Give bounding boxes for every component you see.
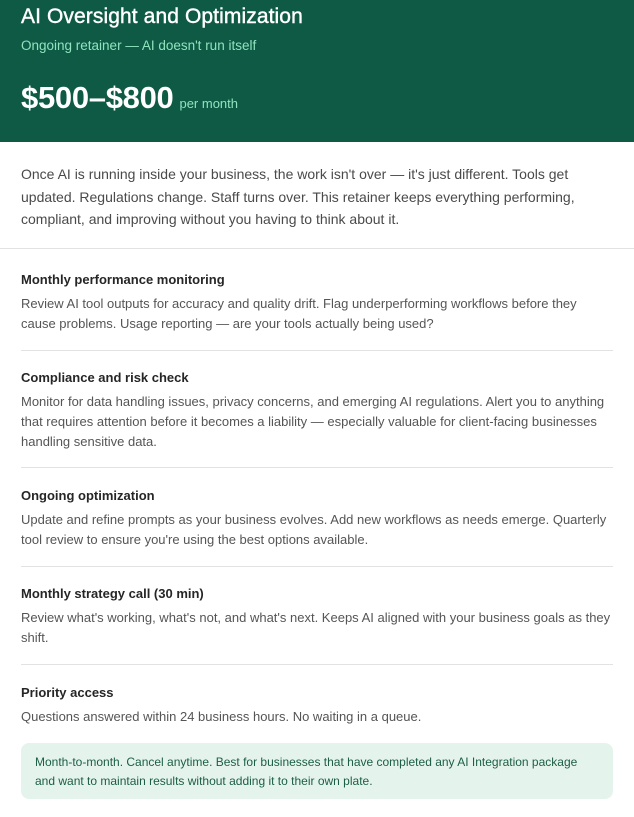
- feature-item: [21, 567, 613, 665]
- card-title: AI Oversight and Optimization: [21, 5, 303, 28]
- feature-title: Priority access: [21, 685, 114, 700]
- feature-item: [21, 665, 613, 727]
- feature-description: Review what's working, what's not, and what's next. Keeps AI aligned with your business goals as they shift.: [21, 610, 611, 645]
- feature-title: Monthly performance monitoring: [21, 272, 225, 287]
- feature-item: [21, 270, 613, 351]
- feature-title: Monthly strategy call (30 min): [21, 586, 204, 601]
- feature-description: Review AI tool outputs for accuracy and quality drift. Flag underperforming workflows before they cause problems. Usage reporting — are your tools actually being used?: [21, 296, 577, 331]
- intro-paragraph: Once AI is running inside your business, the work isn't over — it's just different. Tools get updated. Regulations change. Staff turns over. This retainer keeps everything performing, compliant, and improving without you having to think about it.: [21, 166, 575, 227]
- feature-item: [21, 468, 613, 567]
- price-amount: $500–$800: [21, 80, 174, 115]
- card-subtitle: Ongoing retainer — AI doesn't run itself: [21, 38, 257, 53]
- feature-item: [21, 351, 613, 468]
- card-header: [0, 0, 634, 142]
- terms-note: Month-to-month. Cancel anytime. Best for businesses that have completed any AI Integration package and want to maintain results without adding it to their own plate.: [21, 743, 613, 799]
- price-period: per month: [179, 96, 239, 111]
- price-row: [21, 80, 238, 116]
- feature-list: [21, 270, 613, 727]
- feature-title: Ongoing optimization: [21, 488, 155, 503]
- feature-description: Monitor for data handling issues, privacy concerns, and emerging AI regulations. Alert you to anything that requires attention before it becomes a liability — especially valuable for client-facing businesses handling sensitive data.: [21, 394, 605, 449]
- feature-description: Questions answered within 24 business hours. No waiting in a queue.: [21, 709, 422, 724]
- feature-description: Update and refine prompts as your business evolves. Add new workflows as needs emerge. Quarterly tool review to ensure you're using the best options available.: [21, 512, 607, 547]
- feature-title: Compliance and risk check: [21, 370, 189, 385]
- section-divider: [0, 248, 634, 249]
